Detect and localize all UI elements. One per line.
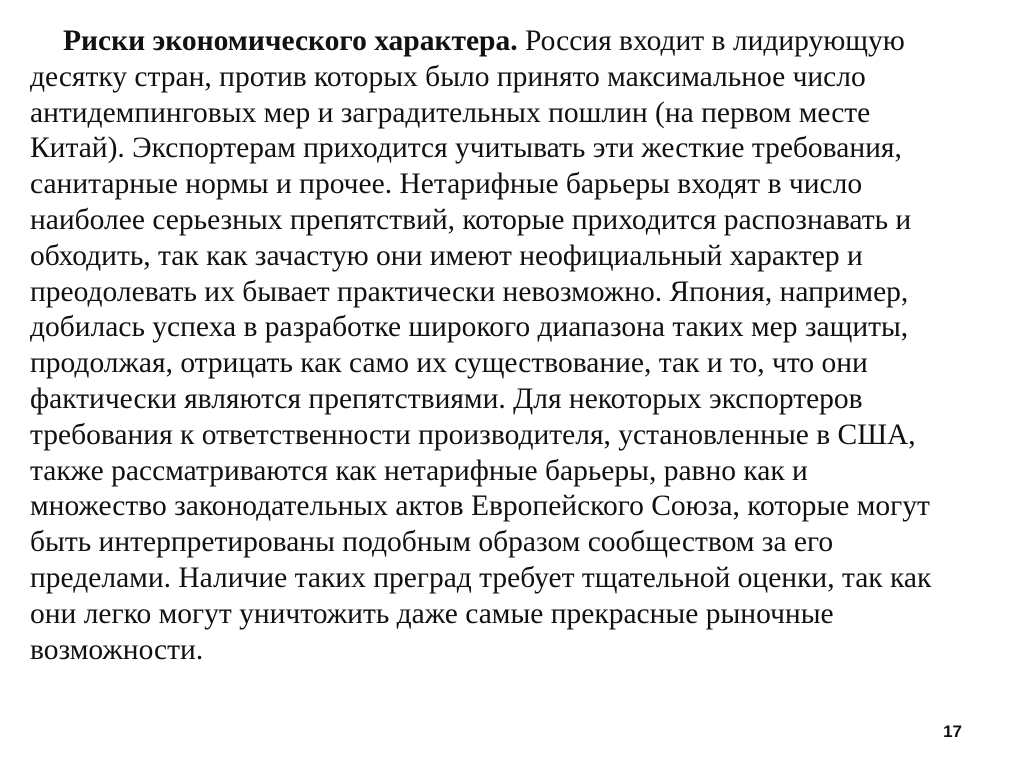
paragraph-line-17: они легко могут уничтожить даже самые прекрасные рыночные <box>30 597 834 630</box>
paragraph-line-5: санитарные нормы и прочее. Нетарифные барьеры входят в число <box>30 168 863 201</box>
paragraph-line-8: преодолевать их бывает практически невозможно. Япония, например, <box>30 275 909 308</box>
paragraph-line-18: возможности. <box>30 633 204 666</box>
paragraph-line-9: добилась успеха в разработке широкого диапазона таких мер защиты, <box>30 311 909 344</box>
paragraph-line-6: наиболее серьезных препятствий, которые приходится распознавать и <box>30 203 912 236</box>
paragraph-line-16: пределами. Наличие таких преград требует тщательной оценки, так как <box>30 561 932 594</box>
paragraph-line-14: множество законодательных актов Европейского Союза, которые могут <box>30 490 930 523</box>
paragraph-line-13: также рассматриваются как нетарифные барьеры, равно как и <box>30 454 808 487</box>
paragraph-line-3: антидемпинговых мер и заградительных пошлин (на первом месте <box>30 96 871 129</box>
paragraph-line-2: десятку стран, против которых было принято максимальное число <box>30 60 866 93</box>
paragraph-line-1-text: Россия входит в лидирующую <box>517 25 905 57</box>
paragraph-line-15: быть интерпретированы подобным образом сообществом за его <box>30 526 834 559</box>
paragraph-lead: Риски экономического характера. <box>63 25 518 57</box>
paragraph-line-4: Китай). Экспортерам приходится учитывать эти жесткие требования, <box>30 132 902 165</box>
paragraph-line-10: продолжая, отрицать как само их существование, так и то, что они <box>30 347 868 380</box>
page-number: 17 <box>943 722 962 741</box>
paragraph-line-12: требования к ответственности производителя, установленные в США, <box>30 418 916 451</box>
paragraph-line-7: обходить, так как зачастую они имеют неофициальный характер и <box>30 239 863 272</box>
paragraph-line-11: фактически являются препятствиями. Для некоторых экспортеров <box>30 382 863 415</box>
paragraph-line-1 <box>30 24 990 60</box>
body-paragraph <box>30 24 990 668</box>
